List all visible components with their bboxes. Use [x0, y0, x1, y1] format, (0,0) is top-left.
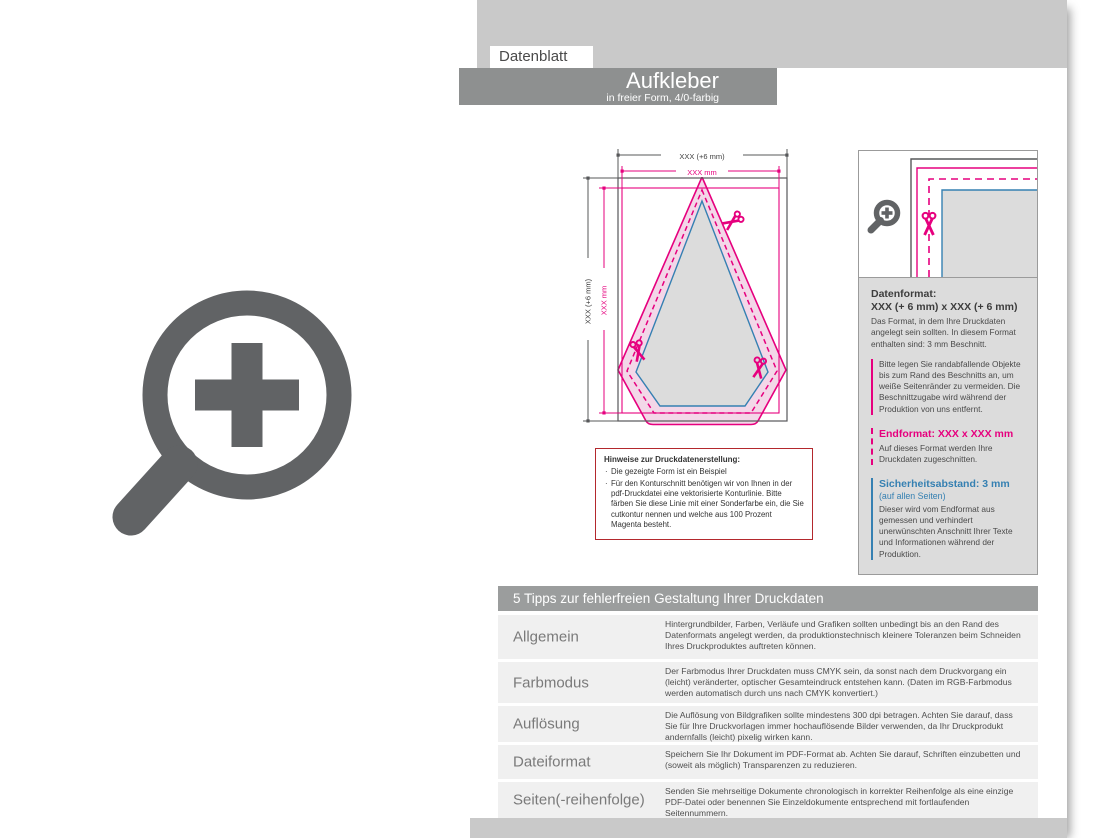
tip-text: Speichern Sie Ihr Dokument im PDF-Format ab. Achten Sie darauf, Schriften einzubetten und (soweit als möglich) Transparenzen zu reduzieren. — [665, 749, 1021, 771]
note-title: Hinweise zur Druckdatenerstellung: — [604, 455, 741, 464]
tip-text: Senden Sie mehrseitige Dokumente chronologisch in korrekter Reihenfolge als eine einzige PDF-Datei oder benennen Sie Einzeldokumente entsprechend mit fortlaufenden Seitennummern. — [665, 786, 1014, 819]
endformat-text: Auf dieses Format werden Ihre Druckdaten zugeschnitten. — [879, 442, 993, 465]
section-endformat — [871, 428, 1025, 466]
zoom-in-magnifier-icon — [95, 278, 365, 568]
datenblatt-tab: Datenblatt — [490, 46, 593, 68]
druckdaten-note-box — [595, 448, 813, 540]
dim-height-outer-label: XXX (+6 mm) — [583, 278, 593, 325]
beschnitt-text: Bitte legen Sie randabfallende Objekte bis zum Rand des Beschnitts an, um weiße Seitenränder zu vermeiden. Die Beschnittzugabe wird während der Produktion von uns entfernt. — [879, 358, 1021, 414]
section-beschnitt — [871, 359, 1025, 415]
endformat-title: Endformat: XXX x XXX mm — [879, 427, 1014, 440]
table-row — [498, 662, 1038, 703]
dim-width-outer-label: XXX (+6 mm) — [679, 152, 725, 161]
datenformat-text: Das Format, in dem Ihre Druckdaten angelegt sein sollten. In diesem Format enthalten sind: 3 mm Beschnitt. — [871, 316, 1016, 349]
table-row — [498, 782, 1038, 818]
page-title: Aufkleber — [626, 68, 719, 93]
sicherheitsabstand-title: Sicherheitsabstand: 3 mm — [879, 478, 1010, 491]
dim-height-inner-label: XXX mm — [599, 285, 609, 316]
page-subtitle: in freier Form, 4/0-farbig — [606, 92, 719, 104]
note-item: · Die gezeigte Form ist ein Beispiel — [604, 467, 804, 477]
tip-label: Farbmodus — [513, 674, 589, 691]
sicherheitsabstand-text: Dieser wird vom Endformat aus gemessen und verhindert unerwünschten Anschnitt Ihrer Texte und Informationen während der Produktion. — [879, 503, 1013, 559]
table-row — [498, 745, 1038, 779]
tip-label: Allgemein — [513, 628, 579, 646]
note-item: · Für den Konturschnitt benötigen wir von Ihnen in der pdf-Druckdatei eine vektorisierte Konturlinie. Bitte färben Sie diese Linie mit einer Sonderfarbe ein, die Sie cutkontur nennen und welche aus 100 Prozent Magenta besteht. — [604, 479, 804, 530]
sicherheitsabstand-sub: (auf allen Seiten) — [879, 491, 946, 502]
tip-text: Der Farbmodus Ihrer Druckdaten muss CMYK sein, da sonst nach dem Druckvorgang ein (leicht) veränderter, optischer Gesamteindruck entstehen kann. (Daten im RGB-Farbmodus werden automatisch durch uns nach CMYK konvertiert.) — [665, 666, 1012, 699]
datenformat-title: Datenformat: — [871, 288, 937, 300]
sticker-shape-diagram — [575, 140, 845, 450]
tip-label: Seiten(-reihenfolge) — [513, 791, 645, 809]
dim-width-inner-label: XXX mm — [687, 168, 717, 177]
tip-text: Die Auflösung von Bildgrafiken sollte mindestens 300 dpi betragen. Achten Sie darauf, dass Sie für Ihre Druckvorlagen immer hochauflösende Bilder verwenden, da Ihr Druckprodukt andernfalls (leicht) pixelig wirken kann. — [665, 710, 1013, 743]
note-list — [604, 467, 804, 530]
magnifier-plus-icon — [871, 203, 898, 231]
table-row — [498, 706, 1038, 742]
datenformat-value: XXX (+ 6 mm) x XXX (+ 6 mm) — [871, 301, 1018, 314]
tip-label: Dateiformat — [513, 753, 591, 771]
corner-detail-diagram — [859, 151, 1037, 277]
tip-text: Hintergrundbilder, Farben, Verläufe und Grafiken sollten unbedingt bis an den Rand des Datenformats angelegt werden, da produktionstechnisch kleinere Toleranzen beim Schneiden Ihres Druckproduktes auftreten können. — [665, 619, 1021, 652]
info-panel-text — [859, 278, 1037, 574]
format-info-panel — [858, 150, 1038, 575]
table-row — [498, 615, 1038, 659]
header-bar — [459, 68, 777, 105]
section-datenformat — [871, 288, 1025, 350]
datasheet-page — [470, 0, 1067, 838]
tips-header: 5 Tipps zur fehlerfreien Gestaltung Ihrer Druckdaten — [498, 586, 1038, 611]
corner-detail-box — [859, 151, 1037, 278]
section-sicherheitsabstand — [871, 478, 1025, 560]
tip-label: Auflösung — [513, 715, 580, 733]
page-bottom-band — [470, 818, 1067, 838]
